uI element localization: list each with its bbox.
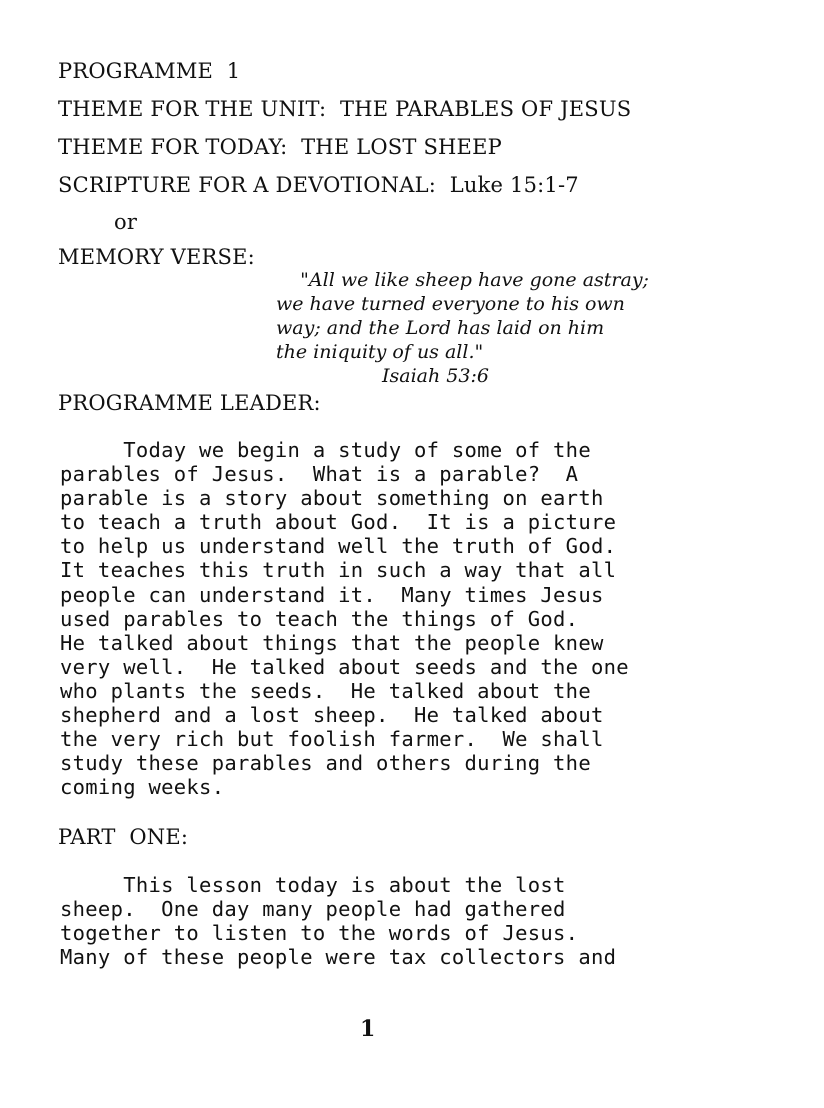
scripture-devotional: SCRIPTURE FOR A DEVOTIONAL: Luke 15:1-7	[58, 173, 579, 197]
memory-verse-line: way; and the Lord has laid on him	[276, 317, 605, 339]
memory-verse-reference: Isaiah 53:6	[382, 365, 489, 387]
memory-verse-line: we have turned everyone to his own	[276, 293, 625, 315]
part-one-heading: PART ONE:	[58, 825, 189, 849]
programme-leader-heading: PROGRAMME LEADER:	[58, 391, 321, 415]
memory-verse-line: "All we like sheep have gone astray;	[300, 269, 649, 291]
theme-for-today: THEME FOR TODAY: THE LOST SHEEP	[58, 135, 502, 159]
memory-verse-label: MEMORY VERSE:	[58, 245, 255, 269]
memory-verse-text	[276, 244, 649, 436]
programme-number: PROGRAMME 1	[58, 59, 241, 83]
leader-paragraph: Today we begin a study of some of the parables of Jesus. What is a parable? A parable is a story about something on earth to teach a truth about God. It is a picture to help us understand well the truth of God. It teaches this truth in such a way that all people can understand it. Many times Jesus used parables to teach the things of God. He talked about things that the people knew very well. He talked about seeds and the one who plants the seeds. He talked about the shepherd and a lost sheep. He talked about the very rich but foolish farmer. We shall study these parables and others during the coming weeks.	[60, 438, 629, 800]
memory-verse-line: the iniquity of us all."	[276, 341, 484, 363]
or-connector: or	[114, 210, 138, 234]
part-one-paragraph: This lesson today is about the lost sheep. One day many people had gathered together to listen to the words of Jesus. Many of these people were tax collectors and	[60, 873, 617, 970]
theme-for-unit: THEME FOR THE UNIT: THE PARABLES OF JESUS	[58, 97, 632, 121]
page-number: 1	[360, 1016, 376, 1042]
